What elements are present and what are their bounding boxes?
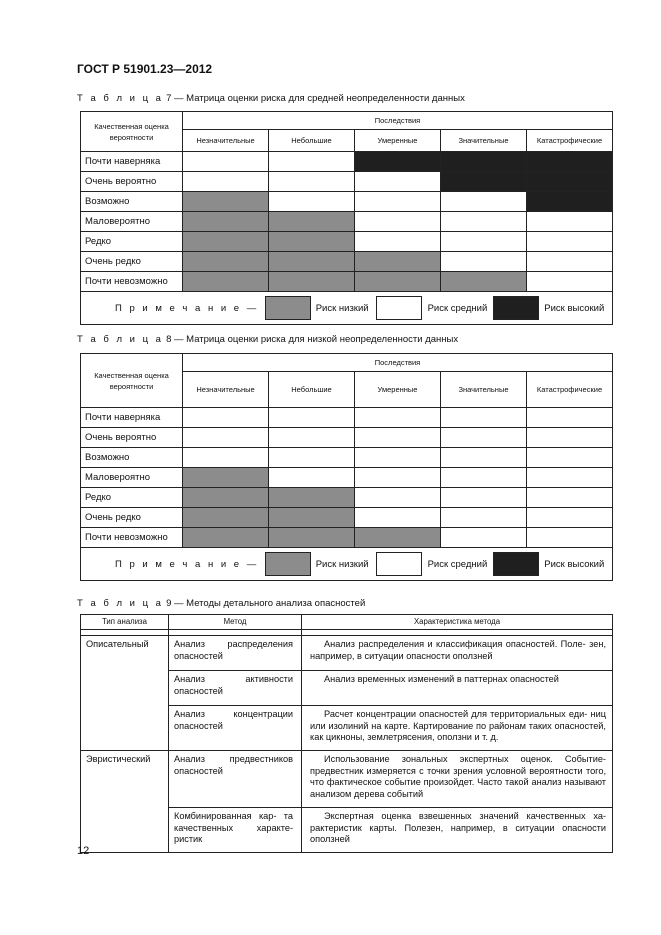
- risk-cell-medium: [355, 212, 441, 232]
- legend-swatch-high: [493, 552, 539, 576]
- risk-cell-medium: [269, 468, 355, 488]
- matrix-row: [81, 508, 613, 528]
- risk-cell-medium: [527, 408, 613, 428]
- risk-cell-medium: [441, 252, 527, 272]
- risk-cell-low: [183, 252, 269, 272]
- legend-high-label: Риск высокий: [544, 302, 605, 314]
- risk-cell-medium: [269, 172, 355, 192]
- risk-cell-low: [355, 252, 441, 272]
- method-cell: Анализ предвестников опасностей: [169, 751, 302, 808]
- likelihood-label: Маловероятно: [81, 212, 183, 232]
- table8-caption-number: 8: [166, 334, 172, 345]
- table9-caption-number: 9: [166, 598, 172, 609]
- risk-cell-medium: [527, 232, 613, 252]
- risk-cell-medium: [441, 468, 527, 488]
- table7-caption-label: Т а б л и ц а: [77, 93, 164, 104]
- matrix-row: [81, 408, 613, 428]
- risk-cell-medium: [183, 172, 269, 192]
- risk-cell-medium: [183, 428, 269, 448]
- risk-cell-medium: [355, 488, 441, 508]
- risk-cell-medium: [527, 508, 613, 528]
- column-header: Катастрофические: [527, 372, 613, 408]
- legend-swatch-low: [265, 552, 311, 576]
- matrix-row: [81, 152, 613, 172]
- risk-cell-medium: [441, 408, 527, 428]
- qual-header: Качественная оценка вероятности: [81, 112, 183, 152]
- risk-cell-low: [183, 192, 269, 212]
- standard-title: ГОСТ Р 51901.23—2012: [77, 62, 213, 76]
- likelihood-label: Почти невозможно: [81, 528, 183, 548]
- risk-cell-medium: [527, 468, 613, 488]
- risk-cell-low: [269, 212, 355, 232]
- risk-cell-medium: [355, 468, 441, 488]
- likelihood-label: Маловероятно: [81, 468, 183, 488]
- risk-matrix-table-7: [80, 111, 613, 325]
- legend-swatch-high: [493, 296, 539, 320]
- risk-cell-medium: [527, 528, 613, 548]
- risk-cell-medium: [269, 408, 355, 428]
- risk-cell-high: [441, 152, 527, 172]
- table7-caption-title: — Матрица оценки риска для средней неопределенности данных: [174, 93, 465, 104]
- risk-cell-medium: [527, 428, 613, 448]
- legend-medium-label: Риск средний: [427, 558, 488, 570]
- risk-cell-medium: [441, 428, 527, 448]
- risk-cell-low: [269, 528, 355, 548]
- consequences-header: Последствия: [183, 112, 613, 130]
- column-header: Незначительные: [183, 372, 269, 408]
- risk-cell-low: [269, 252, 355, 272]
- risk-cell-low: [183, 212, 269, 232]
- description-cell: Экспертная оценка взвешенных значений качественных ха- рактеристик карты. Полезен, например, в ситуации опасности оползней: [302, 808, 613, 853]
- table7-caption: [77, 93, 465, 104]
- risk-cell-medium: [441, 232, 527, 252]
- legend-medium-label: Риск средний: [427, 302, 488, 314]
- table8-caption: [77, 334, 458, 345]
- likelihood-label: Возможно: [81, 448, 183, 468]
- matrix-row: [81, 428, 613, 448]
- legend-low-label: Риск низкий: [315, 558, 369, 570]
- matrix-row: [81, 468, 613, 488]
- risk-cell-medium: [441, 528, 527, 548]
- table9-caption-label: Т а б л и ц а: [77, 598, 164, 609]
- risk-cell-medium: [183, 152, 269, 172]
- risk-cell-low: [269, 488, 355, 508]
- likelihood-label: Редко: [81, 488, 183, 508]
- risk-cell-medium: [183, 448, 269, 468]
- description-cell: Использование зональных экспертных оценок. Событие- предвестник измеряется с точки зрения условной вероятности того, что фактическое событие произойдет. Часто такой анализ называют анализом дерева событий: [302, 751, 613, 808]
- likelihood-label: Редко: [81, 232, 183, 252]
- risk-cell-low: [269, 508, 355, 528]
- risk-cell-high: [355, 152, 441, 172]
- risk-cell-low: [183, 272, 269, 292]
- legend-row: [81, 292, 613, 325]
- risk-cell-medium: [527, 488, 613, 508]
- risk-cell-medium: [527, 272, 613, 292]
- matrix-row: [81, 192, 613, 212]
- column-header: Незначительные: [183, 130, 269, 152]
- risk-cell-high: [527, 172, 613, 192]
- page-number: 12: [77, 845, 90, 857]
- risk-cell-medium: [355, 192, 441, 212]
- risk-cell-low: [269, 232, 355, 252]
- likelihood-label: Почти наверняка: [81, 152, 183, 172]
- method-cell: Анализ концентрации опасностей: [169, 706, 302, 751]
- risk-cell-medium: [355, 408, 441, 428]
- likelihood-label: Очень вероятно: [81, 172, 183, 192]
- type-header: Тип анализа: [81, 615, 169, 630]
- risk-cell-low: [355, 528, 441, 548]
- risk-cell-low: [183, 508, 269, 528]
- table8-caption-label: Т а б л и ц а: [77, 334, 164, 345]
- column-header: Катастрофические: [527, 130, 613, 152]
- risk-cell-low: [355, 272, 441, 292]
- risk-cell-medium: [269, 448, 355, 468]
- description-cell: Расчет концентрации опасностей для территориальных еди- ниц или изолиний на карте. Картирование по районам таких опасностей, как цикноны, землетрясения, оползни и т. д.: [302, 706, 613, 751]
- risk-cell-high: [527, 192, 613, 212]
- table9-caption-title: — Методы детального анализа опасностей: [174, 598, 366, 609]
- likelihood-label: Очень редко: [81, 252, 183, 272]
- risk-cell-medium: [441, 192, 527, 212]
- risk-cell-high: [441, 172, 527, 192]
- column-header: Значительные: [441, 372, 527, 408]
- method-cell: Анализ активности опасностей: [169, 671, 302, 706]
- legend-low-label: Риск низкий: [315, 302, 369, 314]
- risk-cell-medium: [527, 448, 613, 468]
- likelihood-label: Почти наверняка: [81, 408, 183, 428]
- analysis-type: Эвристический: [81, 751, 169, 853]
- matrix-row: [81, 232, 613, 252]
- risk-cell-medium: [183, 408, 269, 428]
- risk-cell-low: [441, 272, 527, 292]
- qual-header: Качественная оценка вероятности: [81, 354, 183, 408]
- risk-cell-low: [269, 272, 355, 292]
- method-cell: Комбинированная кар- та качественных характе- ристик: [169, 808, 302, 853]
- risk-cell-low: [183, 528, 269, 548]
- risk-cell-high: [527, 152, 613, 172]
- risk-cell-medium: [441, 508, 527, 528]
- matrix-row: [81, 252, 613, 272]
- legend-swatch-medium: [376, 296, 422, 320]
- risk-cell-medium: [355, 172, 441, 192]
- risk-cell-medium: [527, 252, 613, 272]
- likelihood-label: Возможно: [81, 192, 183, 212]
- risk-cell-medium: [269, 428, 355, 448]
- method-cell: Анализ распределения опасностей: [169, 636, 302, 671]
- risk-cell-low: [183, 232, 269, 252]
- analysis-type: Описательный: [81, 636, 169, 751]
- likelihood-label: Почти невозможно: [81, 272, 183, 292]
- column-header: Умеренные: [355, 130, 441, 152]
- risk-cell-medium: [269, 192, 355, 212]
- matrix-row: [81, 272, 613, 292]
- hazard-methods-table: [80, 614, 613, 853]
- legend-high-label: Риск высокий: [544, 558, 605, 570]
- matrix-row: [81, 528, 613, 548]
- table7-caption-number: 7: [166, 93, 172, 104]
- description-cell: Анализ распределения и классификация опасностей. Поле- зен, например, в ситуации опасности оползней: [302, 636, 613, 671]
- matrix-row: [81, 488, 613, 508]
- legend-row: [81, 548, 613, 581]
- table-row: [81, 751, 613, 808]
- matrix-row: [81, 448, 613, 468]
- column-header: Небольшие: [269, 130, 355, 152]
- table8-caption-title: — Матрица оценки риска для низкой неопределенности данных: [174, 334, 459, 345]
- column-header: Небольшие: [269, 372, 355, 408]
- risk-cell-medium: [441, 488, 527, 508]
- description-header: Характеристика метода: [302, 615, 613, 630]
- likelihood-label: Очень вероятно: [81, 428, 183, 448]
- likelihood-label: Очень редко: [81, 508, 183, 528]
- matrix-row: [81, 172, 613, 192]
- risk-cell-medium: [441, 212, 527, 232]
- risk-matrix-table-8: [80, 353, 613, 581]
- legend-swatch-low: [265, 296, 311, 320]
- legend-swatch-medium: [376, 552, 422, 576]
- risk-cell-medium: [441, 448, 527, 468]
- method-header: Метод: [169, 615, 302, 630]
- column-header: Значительные: [441, 130, 527, 152]
- matrix-row: [81, 212, 613, 232]
- risk-cell-medium: [355, 232, 441, 252]
- risk-cell-low: [183, 468, 269, 488]
- legend-note-label: П р и м е ч а н и е —: [115, 558, 259, 570]
- legend-note-label: П р и м е ч а н и е —: [115, 302, 259, 314]
- risk-cell-low: [183, 488, 269, 508]
- risk-cell-medium: [355, 428, 441, 448]
- column-header: Умеренные: [355, 372, 441, 408]
- table9-caption: [77, 598, 365, 609]
- consequences-header: Последствия: [183, 354, 613, 372]
- risk-cell-medium: [269, 152, 355, 172]
- description-cell: Анализ временных изменений в паттернах опасностей: [302, 671, 613, 706]
- risk-cell-medium: [355, 508, 441, 528]
- table-row: [81, 636, 613, 671]
- risk-cell-medium: [355, 448, 441, 468]
- risk-cell-medium: [527, 212, 613, 232]
